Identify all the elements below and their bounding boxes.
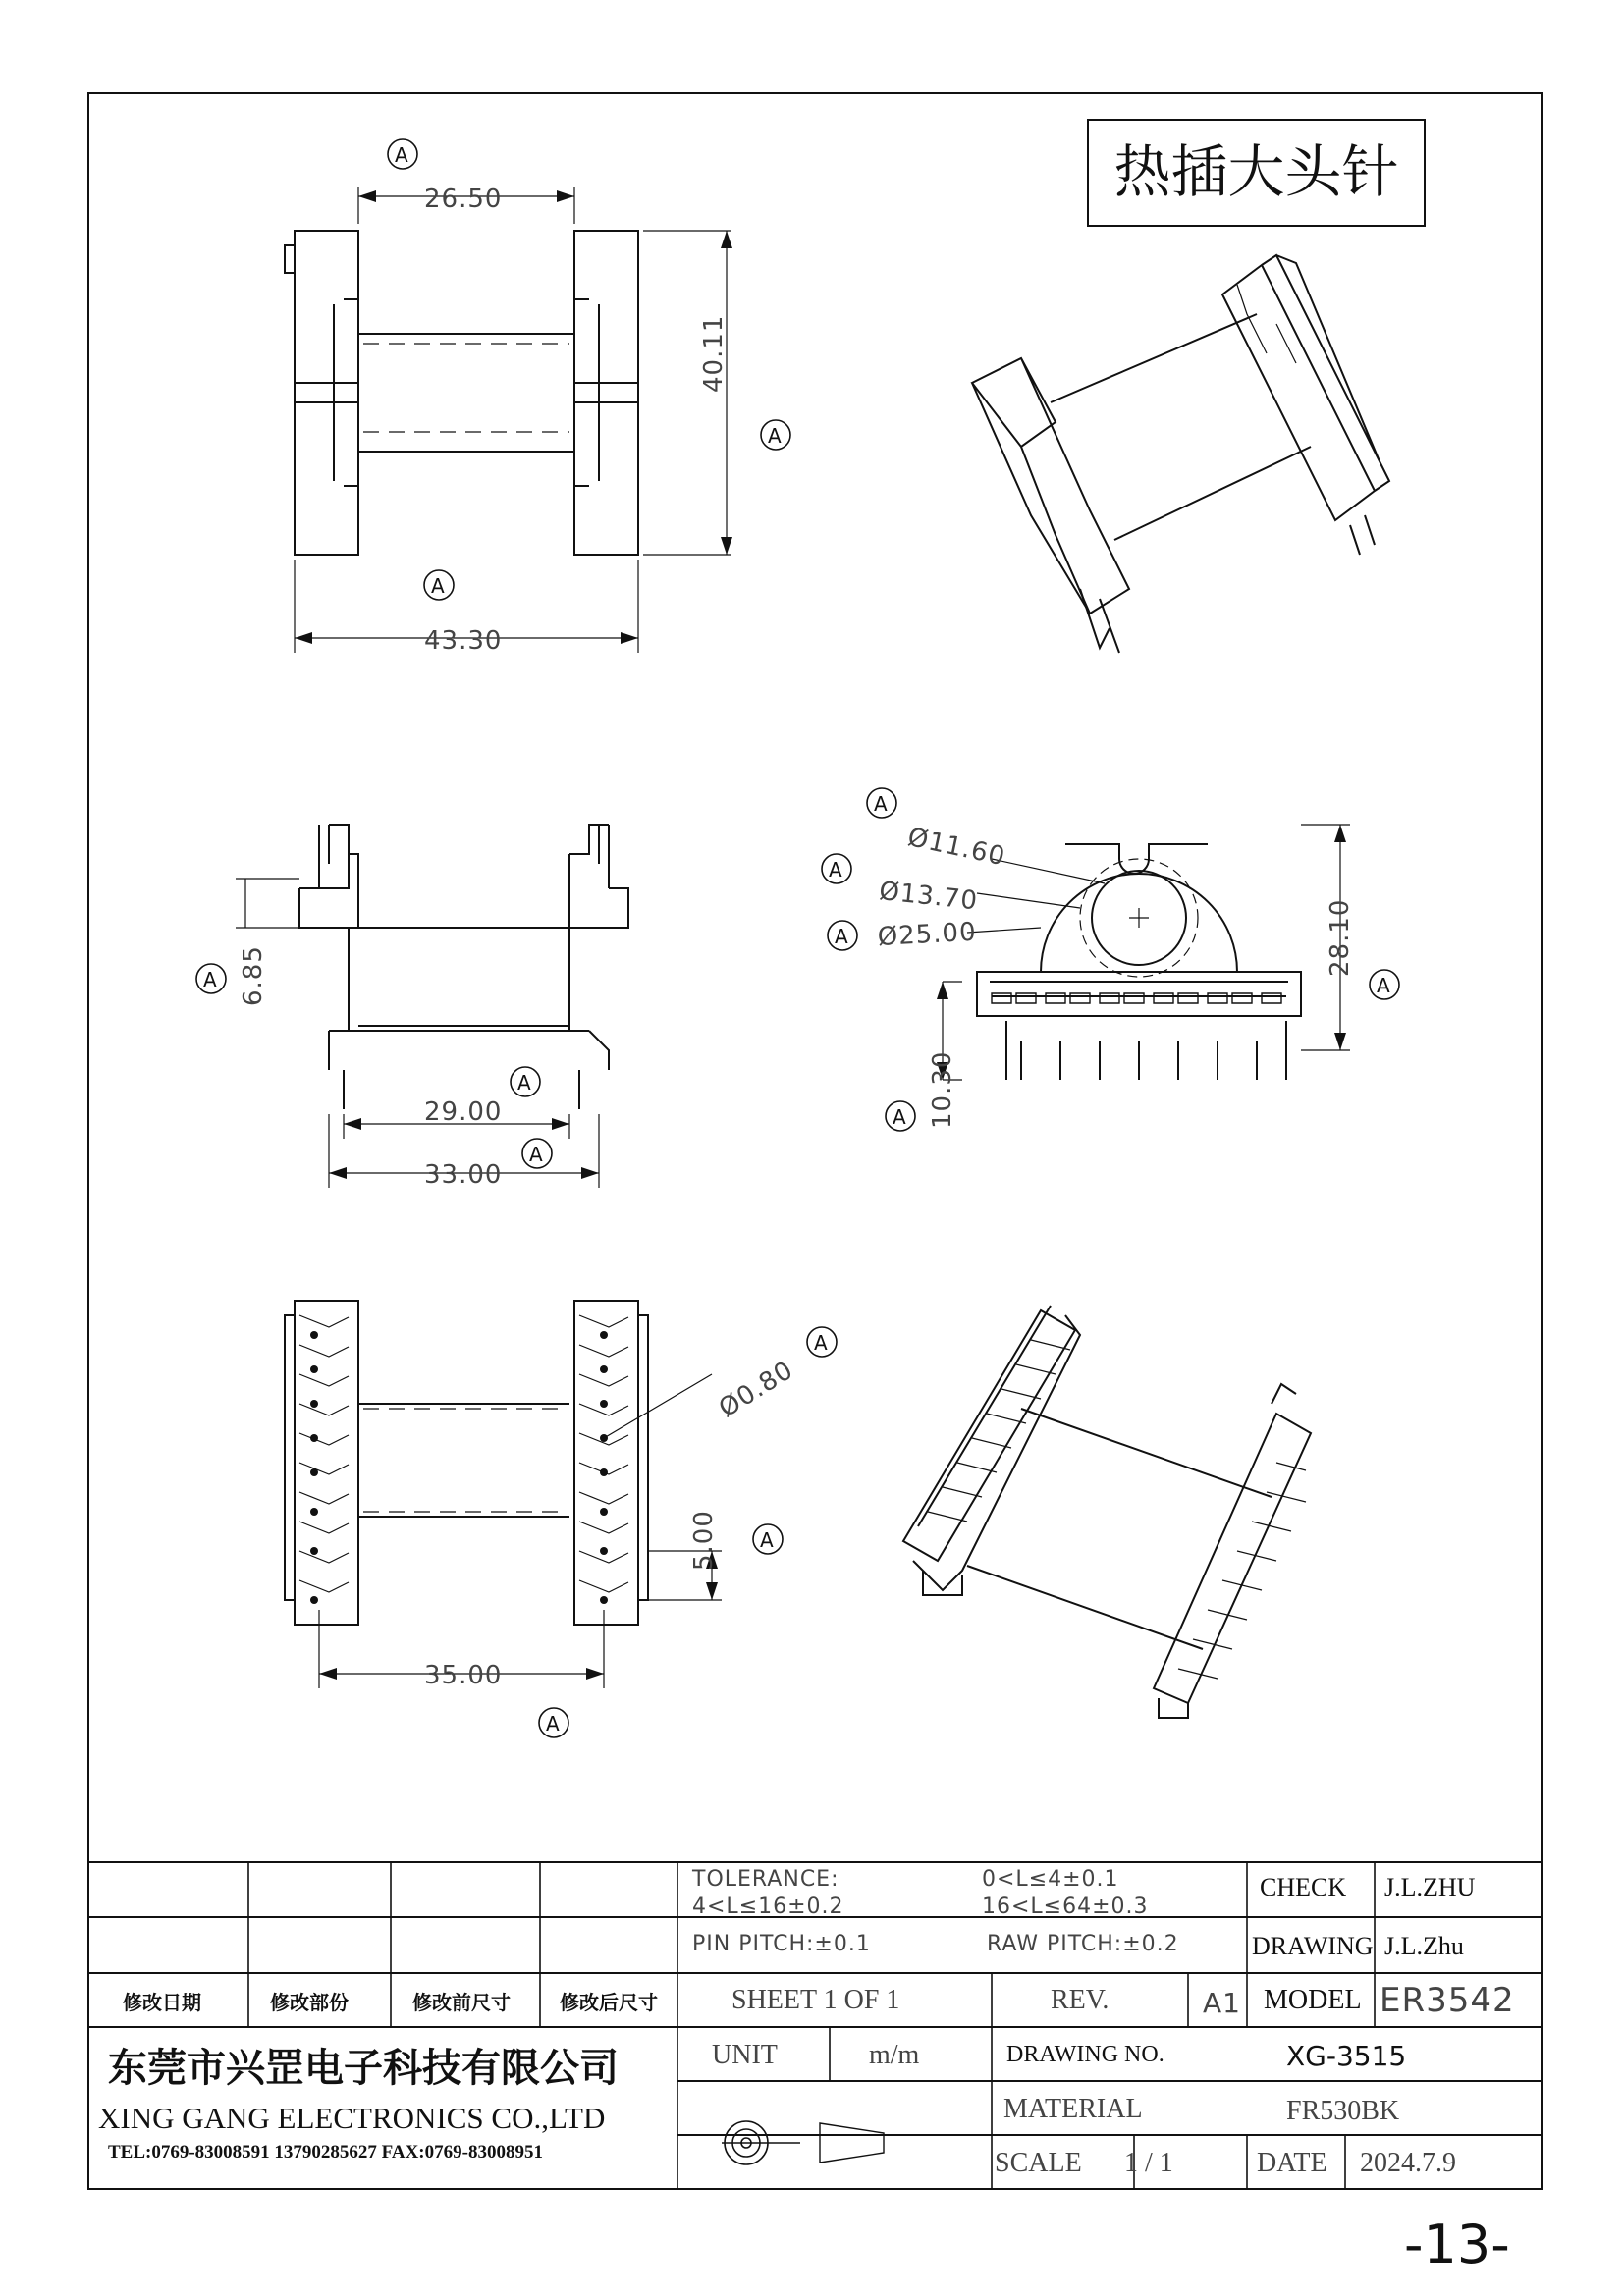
pin-pitch: PIN PITCH:±0.1 bbox=[692, 1932, 871, 1956]
dim-front-pin-height: 6.85 bbox=[239, 945, 268, 1006]
datum-a: A bbox=[431, 574, 445, 598]
date-value: 2024.7.9 bbox=[1360, 2148, 1456, 2178]
drawing-value: J.L.Zhu bbox=[1384, 1932, 1464, 1960]
datum-a: A bbox=[829, 858, 842, 881]
rev-col-before: 修改前尺寸 bbox=[412, 1991, 511, 2014]
tolerance-3: 16<L≤64±0.3 bbox=[982, 1895, 1149, 1919]
datum-a: A bbox=[517, 1071, 531, 1095]
dim-side-height: 28.10 bbox=[1326, 898, 1355, 977]
bottom-view bbox=[285, 1301, 722, 1688]
datum-a: A bbox=[768, 424, 782, 448]
datum-a: A bbox=[546, 1712, 560, 1735]
unit-label: UNIT bbox=[712, 2040, 778, 2070]
rev-label: REV. bbox=[1051, 1985, 1110, 2015]
dim-top-height: 40.11 bbox=[699, 314, 729, 393]
datum-a: A bbox=[395, 143, 408, 167]
front-view bbox=[236, 825, 628, 1188]
model-value: ER3542 bbox=[1380, 1981, 1515, 2020]
scale-label: SCALE bbox=[995, 2148, 1082, 2178]
datum-a: A bbox=[893, 1105, 906, 1129]
datum-a: A bbox=[1377, 974, 1390, 997]
scale-value: 1 / 1 bbox=[1124, 2148, 1173, 2178]
title-box: 热插大头针 bbox=[1087, 119, 1426, 227]
tolerance-label: TOLERANCE: bbox=[692, 1867, 839, 1892]
drawing-no-label: DRAWING NO. bbox=[1006, 2042, 1164, 2067]
company-name-en: XING GANG ELECTRONICS CO.,LTD bbox=[98, 2101, 606, 2135]
company-contact: TEL:0769-83008591 13790285627 FAX:0769-83008951 bbox=[108, 2142, 543, 2163]
datum-a: A bbox=[529, 1143, 543, 1166]
iso-view-bottom bbox=[903, 1306, 1311, 1718]
rev-col-after: 修改后尺寸 bbox=[560, 1991, 658, 2014]
check-value: J.L.ZHU bbox=[1384, 1873, 1476, 1901]
drawing-label: DRAWING bbox=[1252, 1932, 1374, 1960]
top-view bbox=[285, 187, 732, 653]
date-label: DATE bbox=[1257, 2148, 1327, 2178]
datum-a: A bbox=[874, 792, 888, 816]
page-number: -13- bbox=[1404, 2214, 1510, 2275]
dim-front-inner: 29.00 bbox=[424, 1097, 503, 1127]
iso-view-top bbox=[972, 255, 1389, 653]
rev-col-part: 修改部份 bbox=[270, 1991, 349, 2014]
datum-a: A bbox=[203, 968, 217, 991]
dim-dia-1: Ø11.60 bbox=[904, 823, 1008, 873]
raw-pitch: RAW PITCH:±0.2 bbox=[987, 1932, 1179, 1956]
dim-front-outer: 33.00 bbox=[424, 1160, 503, 1190]
rev-value: A1 bbox=[1203, 1987, 1241, 2019]
tolerance-1: 0<L≤4±0.1 bbox=[982, 1867, 1119, 1892]
dim-dia-3: Ø25.00 bbox=[877, 917, 978, 952]
datum-a: A bbox=[814, 1331, 828, 1355]
dim-pin-dia: Ø0.80 bbox=[714, 1355, 799, 1424]
dim-dia-2: Ø13.70 bbox=[877, 877, 980, 917]
datum-a: A bbox=[760, 1528, 774, 1552]
material-label: MATERIAL bbox=[1003, 2094, 1143, 2124]
model-label: MODEL bbox=[1264, 1985, 1362, 2015]
tolerance-2: 4<L≤16±0.2 bbox=[692, 1895, 844, 1919]
company-name-cn: 东莞市兴罡电子科技有限公司 bbox=[108, 2046, 619, 2091]
drawing-no-value: XG-3515 bbox=[1286, 2040, 1407, 2072]
dim-side-pin: 10.30 bbox=[928, 1050, 957, 1129]
sheet-count: SHEET 1 OF 1 bbox=[731, 1985, 900, 2015]
dim-bottom-span: 35.00 bbox=[424, 1661, 503, 1690]
check-label: CHECK bbox=[1260, 1873, 1347, 1901]
rev-col-date: 修改日期 bbox=[123, 1991, 201, 2014]
material-value: FR530BK bbox=[1286, 2096, 1400, 2126]
unit-value: m/m bbox=[869, 2040, 920, 2070]
dim-top-overall: 43.30 bbox=[424, 626, 503, 656]
dim-top-width: 26.50 bbox=[424, 185, 503, 214]
datum-markers bbox=[196, 139, 1399, 2164]
dim-pin-pitch: 5.00 bbox=[689, 1510, 719, 1571]
datum-a: A bbox=[835, 925, 848, 948]
